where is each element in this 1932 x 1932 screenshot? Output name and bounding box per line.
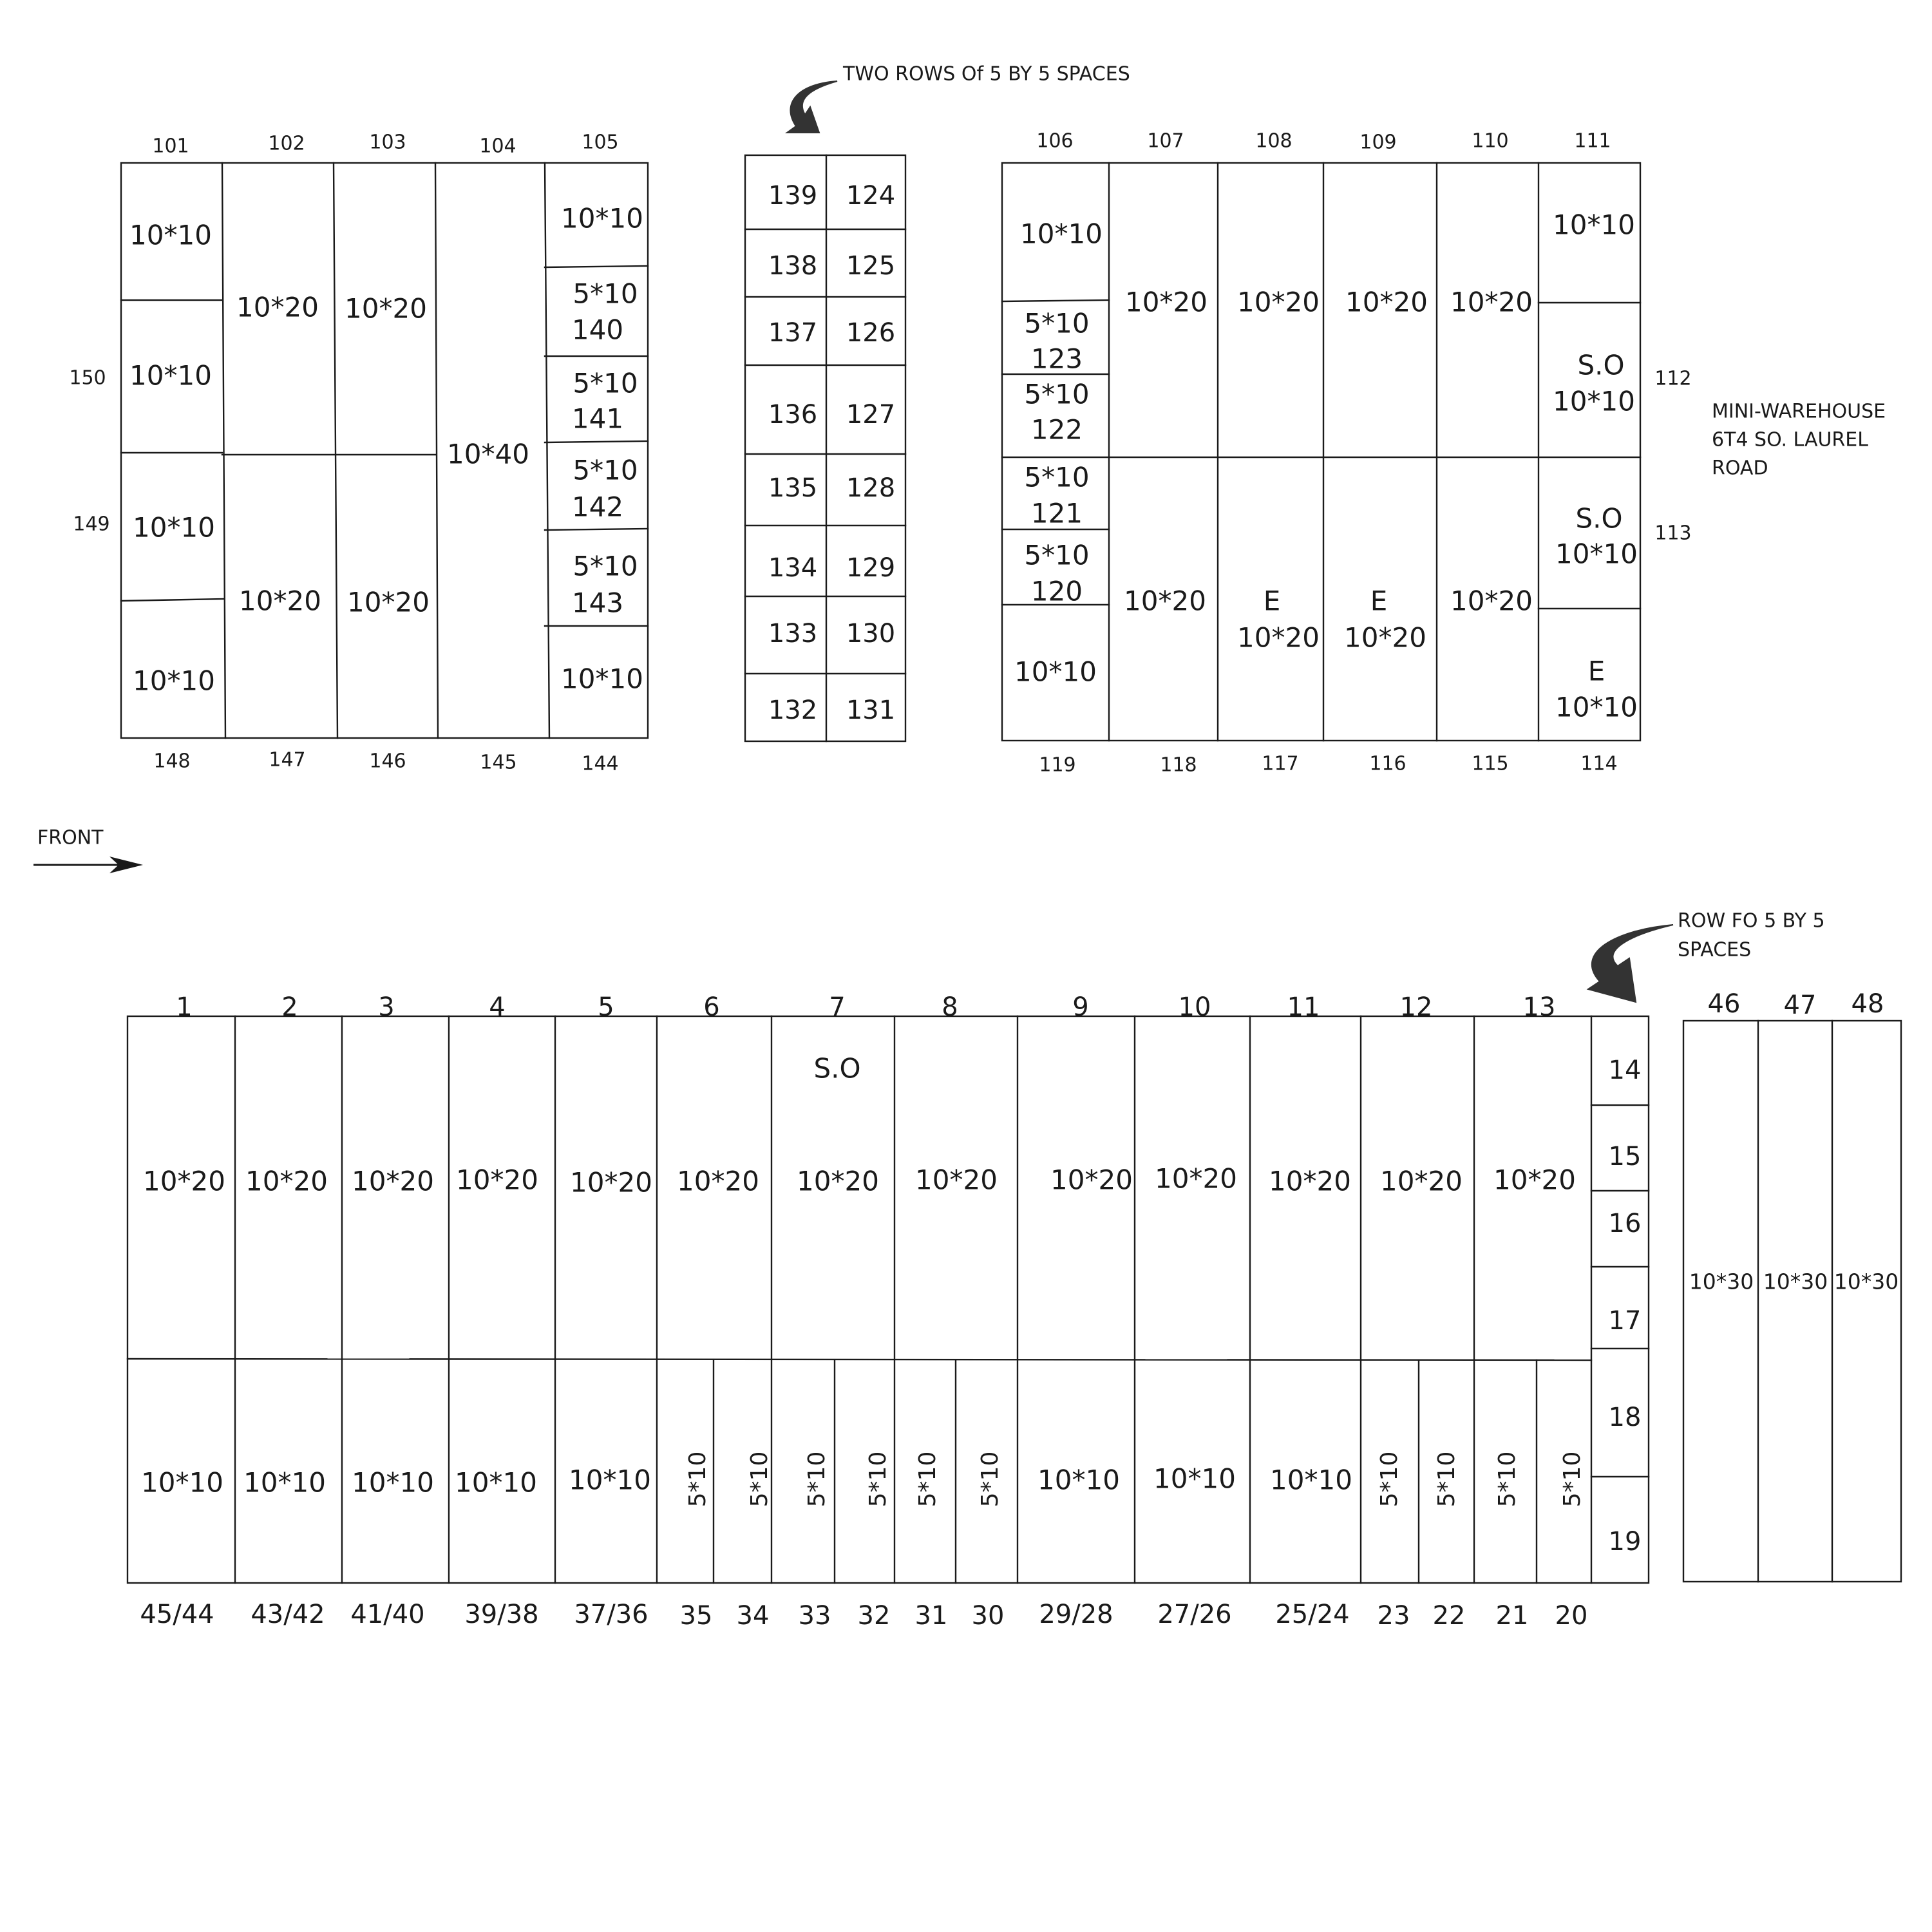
wall xyxy=(222,163,225,738)
unit-number: 6 xyxy=(703,992,720,1022)
unit-size: 10*10 xyxy=(1555,538,1638,570)
unit-size: 10*20 xyxy=(797,1165,879,1197)
wall xyxy=(334,163,337,738)
unit-number: 34 xyxy=(736,1601,770,1631)
unit-size: 10*20 xyxy=(1124,585,1206,617)
callout-row-fo: ROW FO 5 BY 5 xyxy=(1678,909,1825,933)
unit-number: 109 xyxy=(1359,131,1397,154)
unit-number: 35 xyxy=(679,1601,713,1631)
unit-number: 112 xyxy=(1654,367,1692,390)
wall xyxy=(545,163,549,738)
unit-size: 10*30 xyxy=(1763,1269,1828,1294)
unit-size: 10*20 xyxy=(570,1166,652,1198)
unit-size: 5*10 xyxy=(1434,1451,1460,1508)
unit-size: 10*20 xyxy=(1155,1162,1237,1195)
unit-size: 10*20 xyxy=(1344,621,1426,654)
unit-number: 39/38 xyxy=(464,1600,539,1629)
wall xyxy=(545,529,648,530)
unit-number: 108 xyxy=(1255,129,1293,153)
unit-number: 106 xyxy=(1036,129,1074,153)
unit-number: 43/42 xyxy=(251,1600,325,1629)
unit-size: 10*10 xyxy=(1020,218,1103,250)
unit-size: 10*10 xyxy=(129,359,212,392)
unit-number: 29/28 xyxy=(1039,1600,1113,1629)
unit-size: 10*10 xyxy=(352,1466,434,1499)
unit-number: 102 xyxy=(268,132,305,155)
unit-size: 10*10 xyxy=(455,1466,537,1499)
unit-number: 15 xyxy=(1608,1142,1642,1171)
unit-number: 132 xyxy=(768,696,818,725)
unit-size: 10*20 xyxy=(456,1164,538,1196)
unit-flag: S.O xyxy=(1577,349,1625,381)
unit-number: 46 xyxy=(1707,989,1741,1019)
unit-number: 103 xyxy=(369,131,406,154)
unit-size: 10*20 xyxy=(915,1164,998,1196)
unit-size: 10*10 xyxy=(1553,209,1635,241)
unit-number: 140 xyxy=(571,314,624,346)
unit-number: 30 xyxy=(971,1601,1005,1631)
unit-number: 124 xyxy=(846,181,896,211)
unit-number: 107 xyxy=(1147,129,1184,153)
unit-flag: E xyxy=(1370,585,1388,617)
unit-size: 10*10 xyxy=(561,202,643,234)
unit-size: 5*10 xyxy=(746,1451,773,1508)
wall xyxy=(545,441,648,442)
unit-size: 10*20 xyxy=(345,292,427,325)
wall xyxy=(121,599,224,601)
unit-number: 2 xyxy=(281,992,298,1022)
unit-number: 47 xyxy=(1783,990,1817,1020)
unit-size: 5*10 xyxy=(977,1451,1003,1508)
unit-flag: S.O xyxy=(1575,502,1623,535)
unit-number: 105 xyxy=(582,131,619,154)
unit-number: 4 xyxy=(489,992,506,1022)
unit-number: 31 xyxy=(914,1601,948,1631)
wall xyxy=(128,1359,1591,1360)
unit-number: 139 xyxy=(768,181,818,211)
unit-number: 104 xyxy=(479,135,516,158)
address-line: ROAD xyxy=(1712,457,1768,480)
unit-size: 10*10 xyxy=(1553,385,1635,417)
unit-size: 10*20 xyxy=(1345,286,1428,318)
unit-size: 10*40 xyxy=(447,438,529,470)
arrows xyxy=(33,81,1673,1002)
curved-arrow-down-icon xyxy=(787,81,837,133)
unit-size: 10*20 xyxy=(1269,1165,1351,1197)
wall xyxy=(435,163,438,738)
unit-number: 18 xyxy=(1608,1403,1642,1432)
unit-number: 134 xyxy=(768,553,818,583)
unit-size: 10*20 xyxy=(1050,1164,1133,1196)
unit-number: 8 xyxy=(942,992,958,1022)
unit-number: 21 xyxy=(1495,1601,1529,1631)
unit-size: 10*10 xyxy=(1270,1464,1352,1496)
unit-number: 9 xyxy=(1072,992,1089,1022)
unit-number: 114 xyxy=(1580,752,1618,775)
unit-walls xyxy=(121,155,1901,1583)
unit-number: 7 xyxy=(829,992,846,1022)
unit-number: 121 xyxy=(1030,497,1083,529)
unit-size: 10*20 xyxy=(1125,286,1208,318)
wall xyxy=(1002,300,1109,301)
unit-number: 22 xyxy=(1432,1601,1466,1631)
unit-number: 149 xyxy=(73,513,110,536)
unit-size: 5*10 xyxy=(865,1451,891,1508)
callout-two-rows: TWO ROWS Of 5 BY 5 SPACES xyxy=(843,62,1130,86)
unit-number: 16 xyxy=(1608,1209,1642,1238)
unit-number: 126 xyxy=(846,318,896,348)
unit-size: 10*20 xyxy=(677,1165,759,1197)
unit-size: 10*20 xyxy=(1450,585,1533,617)
unit-number: 148 xyxy=(153,750,191,773)
unit-number: 19 xyxy=(1608,1527,1642,1557)
unit-number: 110 xyxy=(1472,129,1509,153)
unit-size: 5*10 xyxy=(1559,1451,1586,1508)
unit-number: 1 xyxy=(176,992,193,1022)
unit-size: 5*10 xyxy=(1376,1451,1403,1508)
unit-number: 138 xyxy=(768,251,818,281)
unit-flag: E xyxy=(1263,585,1281,617)
unit-size: 10*20 xyxy=(1450,286,1533,318)
unit-number: 27/26 xyxy=(1157,1600,1232,1629)
unit-size: 5*10 xyxy=(1024,461,1090,493)
unit-number: 115 xyxy=(1472,752,1509,775)
unit-number: 37/36 xyxy=(574,1600,649,1629)
unit-number: 116 xyxy=(1369,752,1406,775)
unit-size: 10*20 xyxy=(352,1165,434,1197)
unit-size: 10*20 xyxy=(1380,1165,1463,1197)
unit-size: 5*10 xyxy=(573,367,638,399)
unit-size: 5*10 xyxy=(914,1451,941,1508)
unit-flag: S.O xyxy=(813,1052,861,1084)
unit-number: 119 xyxy=(1039,753,1076,777)
unit-number: 130 xyxy=(846,619,896,649)
unit-number: 14 xyxy=(1608,1056,1642,1085)
unit-size: 5*10 xyxy=(1024,307,1090,339)
wall xyxy=(545,266,648,267)
unit-size: 10*10 xyxy=(133,511,215,544)
unit-number: 122 xyxy=(1030,413,1083,446)
unit-number: 11 xyxy=(1287,992,1320,1022)
unit-size: 10*10 xyxy=(141,1466,223,1499)
unit-size: 5*10 xyxy=(573,454,638,486)
unit-size: 10*10 xyxy=(1037,1464,1120,1496)
curved-arrow-down-icon xyxy=(1588,925,1673,1002)
unit-size: 10*20 xyxy=(239,585,321,617)
unit-number: 145 xyxy=(480,751,517,774)
unit-size: 10*20 xyxy=(245,1165,328,1197)
unit-number: 13 xyxy=(1522,992,1556,1022)
unit-size: 10*20 xyxy=(347,586,430,618)
unit-size: 5*10 xyxy=(685,1451,711,1508)
address-line: 6T4 SO. LAUREL xyxy=(1712,428,1868,451)
block-e-outline xyxy=(1683,1021,1901,1582)
unit-size: 5*10 xyxy=(573,550,638,582)
unit-number: 135 xyxy=(768,473,818,503)
unit-number: 5 xyxy=(598,992,614,1022)
unit-number: 113 xyxy=(1654,522,1692,545)
unit-number: 125 xyxy=(846,251,896,281)
unit-number: 10 xyxy=(1178,992,1211,1022)
unit-number: 3 xyxy=(378,992,395,1022)
unit-number: 143 xyxy=(571,587,624,619)
address-line: MINI-WAREHOUSE xyxy=(1712,400,1886,423)
unit-size: 10*20 xyxy=(143,1165,225,1197)
unit-number: 128 xyxy=(846,473,896,503)
unit-flag: E xyxy=(1587,655,1605,687)
unit-number: 127 xyxy=(846,400,896,430)
unit-number: 147 xyxy=(269,748,306,772)
unit-number: 142 xyxy=(571,491,624,523)
unit-number: 131 xyxy=(846,696,896,725)
unit-number: 120 xyxy=(1030,575,1083,607)
unit-number: 129 xyxy=(846,553,896,583)
unit-number: 111 xyxy=(1574,129,1611,153)
block-b-outline xyxy=(745,155,905,741)
unit-number: 17 xyxy=(1608,1306,1642,1336)
unit-number: 48 xyxy=(1851,989,1884,1019)
unit-number: 117 xyxy=(1262,752,1299,775)
unit-number: 136 xyxy=(768,400,818,430)
unit-size: 5*10 xyxy=(573,278,638,310)
unit-number: 33 xyxy=(798,1601,831,1631)
unit-number: 144 xyxy=(582,752,619,775)
unit-number: 20 xyxy=(1555,1601,1588,1631)
unit-number: 150 xyxy=(69,366,106,390)
unit-size: 10*20 xyxy=(236,291,319,323)
unit-size: 10*30 xyxy=(1689,1269,1754,1294)
unit-number: 12 xyxy=(1399,992,1433,1022)
unit-size: 10*20 xyxy=(1237,286,1320,318)
callout-row-fo: SPACES xyxy=(1678,938,1752,961)
unit-size: 5*10 xyxy=(1024,378,1090,410)
unit-size: 10*10 xyxy=(129,219,212,251)
unit-size: 10*10 xyxy=(1153,1463,1236,1495)
unit-number: 137 xyxy=(768,318,818,348)
unit-size: 10*20 xyxy=(1237,621,1320,654)
unit-number: 25/24 xyxy=(1275,1600,1350,1629)
unit-number: 23 xyxy=(1377,1601,1410,1631)
unit-number: 146 xyxy=(369,750,406,773)
unit-number: 101 xyxy=(152,135,189,158)
unit-number: 141 xyxy=(571,402,624,435)
unit-size: 10*10 xyxy=(133,665,215,697)
unit-size: 10*10 xyxy=(569,1464,651,1496)
unit-number: 133 xyxy=(768,619,818,649)
unit-number: 32 xyxy=(857,1601,891,1631)
unit-number: 118 xyxy=(1160,753,1197,777)
unit-number: 41/40 xyxy=(350,1600,425,1629)
unit-size: 5*10 xyxy=(1494,1451,1520,1508)
unit-size: 5*10 xyxy=(1024,539,1090,571)
unit-size: 10*10 xyxy=(243,1466,326,1499)
unit-number: 45/44 xyxy=(140,1600,214,1629)
unit-size: 10*30 xyxy=(1833,1269,1899,1294)
unit-size: 10*10 xyxy=(1555,691,1638,723)
labels xyxy=(37,63,1899,1631)
unit-size: 5*10 xyxy=(804,1451,830,1508)
unit-size: 10*10 xyxy=(561,663,643,695)
front-label: FRONT xyxy=(37,826,104,849)
unit-size: 10*10 xyxy=(1014,656,1097,688)
unit-size: 10*20 xyxy=(1493,1164,1576,1196)
block-c-outline xyxy=(1002,163,1640,741)
unit-number: 123 xyxy=(1030,343,1083,375)
